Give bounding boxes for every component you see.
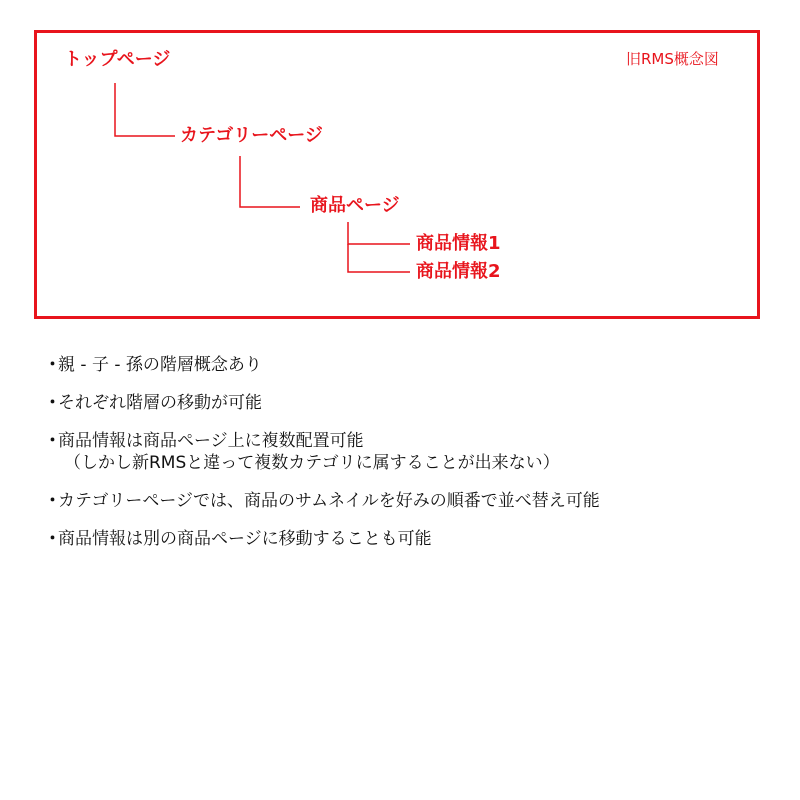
node-product-page: 商品ページ [310, 195, 400, 216]
note-item [44, 430, 600, 474]
connector-product-to-info1 [348, 222, 410, 244]
node-product-info-1: 商品情報1 [416, 233, 501, 254]
note-item [44, 354, 600, 376]
bullet-mark: ・ [44, 529, 61, 549]
diagram-title: 旧RMS概念図 [626, 50, 719, 68]
node-category-page: カテゴリーページ [180, 125, 323, 146]
note-text: 親 - 子 - 孫の階層概念あり [58, 355, 262, 375]
connector-product-to-info2 [348, 244, 410, 272]
node-top-page: トップページ [64, 49, 171, 70]
node-product-info-2: 商品情報2 [416, 261, 501, 282]
note-text: 商品情報は商品ページ上に複数配置可能 [58, 431, 364, 451]
note-item [44, 392, 600, 414]
note-item [44, 490, 600, 512]
notes-list [44, 354, 600, 566]
bullet-mark: ・ [44, 491, 61, 511]
bullet-mark: ・ [44, 393, 61, 413]
note-text: それぞれ階層の移動が可能 [58, 393, 262, 413]
connector-category-to-product [240, 156, 300, 207]
bullet-mark: ・ [44, 355, 61, 375]
note-text: 商品情報は別の商品ページに移動することも可能 [58, 529, 432, 549]
bullet-mark: ・ [44, 431, 61, 451]
connector-top-to-category [115, 83, 175, 136]
note-text: カテゴリーページでは、商品のサムネイルを好みの順番で並べ替え可能 [58, 491, 600, 511]
note-subtext: （しかし新RMSと違って複数カテゴリに属することが出来ない） [64, 453, 560, 473]
note-item [44, 528, 600, 550]
